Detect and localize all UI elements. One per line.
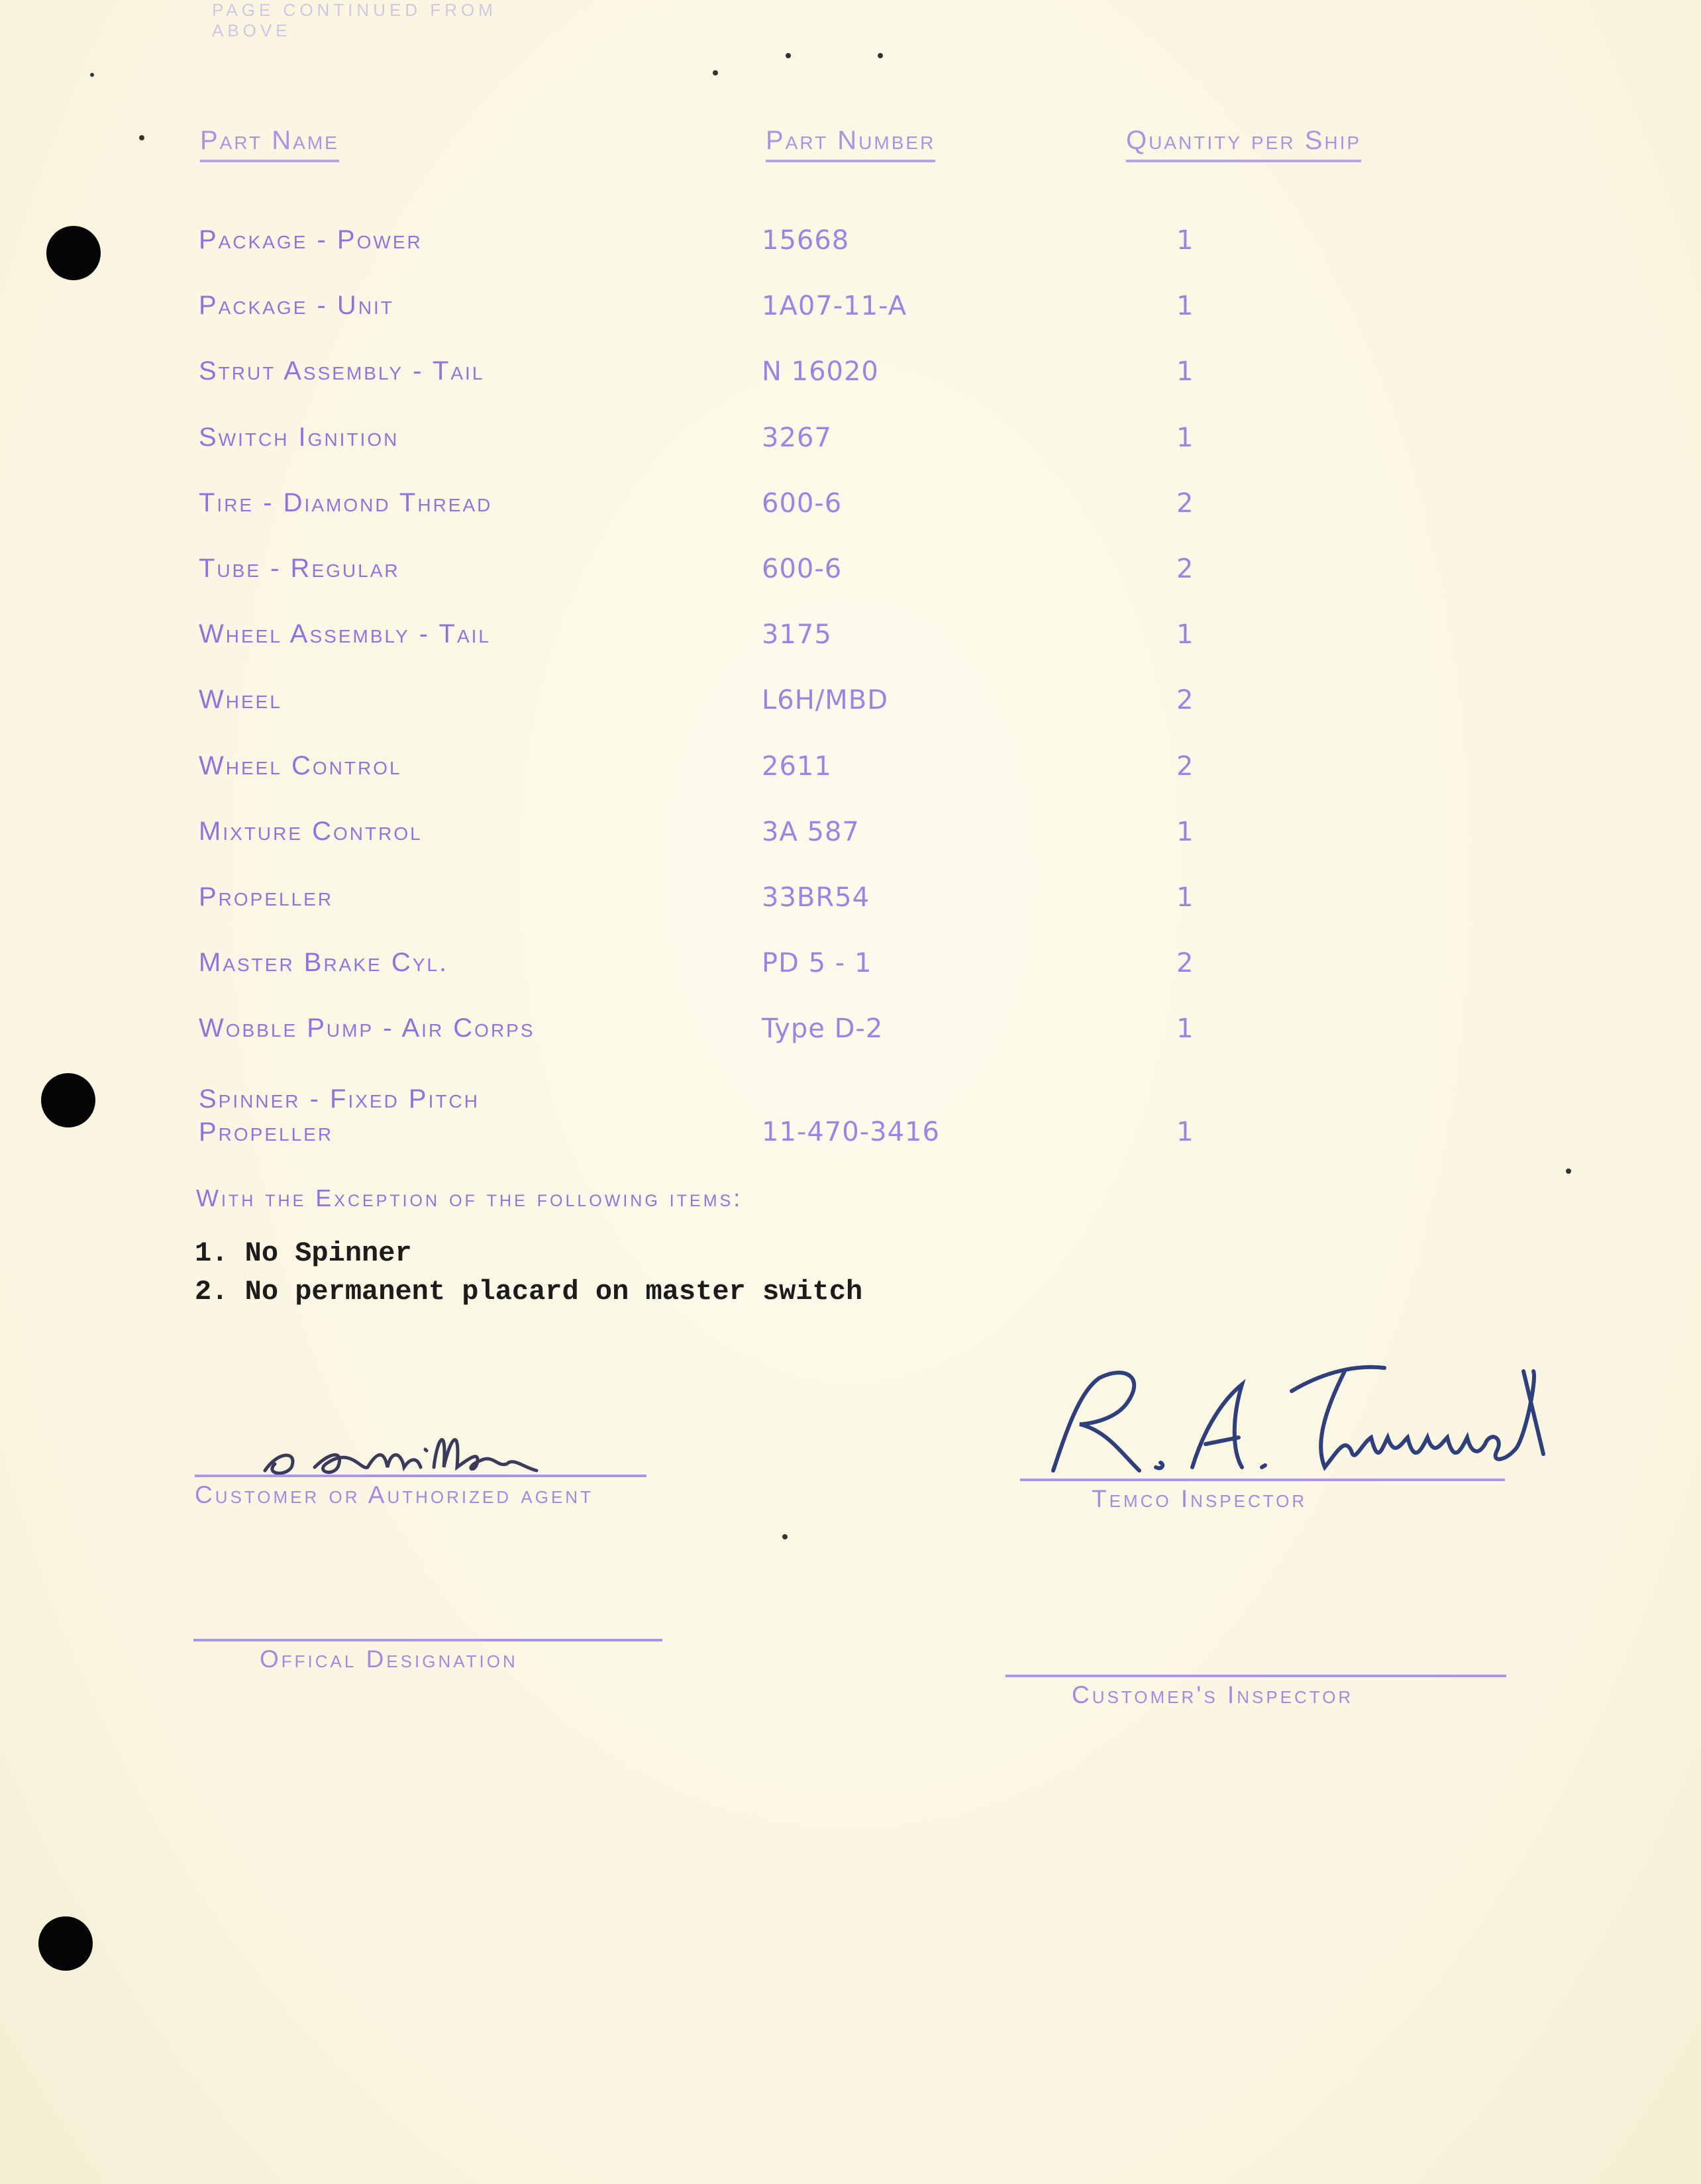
parts-row-spinner bbox=[0, 1082, 1701, 1155]
customer-signature-line bbox=[195, 1475, 646, 1477]
parts-row bbox=[0, 948, 1701, 988]
parts-row bbox=[0, 1014, 1701, 1053]
part-number: 3175 bbox=[762, 619, 832, 650]
customer-inspector-label: Customer's Inspector bbox=[1072, 1681, 1354, 1708]
part-name bbox=[199, 1082, 480, 1149]
part-number: L6H/MBD bbox=[762, 685, 889, 715]
speck bbox=[782, 1534, 788, 1539]
part-name: Wheel Assembly - Tail bbox=[199, 619, 491, 649]
part-quantity: 1 bbox=[1176, 1117, 1196, 1147]
part-number: 2611 bbox=[762, 751, 832, 782]
speck bbox=[786, 53, 791, 58]
part-name: Package - Power bbox=[199, 225, 423, 254]
part-quantity: 2 bbox=[1176, 488, 1196, 519]
part-quantity: 1 bbox=[1176, 291, 1196, 321]
part-number: N 16020 bbox=[762, 356, 879, 387]
parts-row bbox=[0, 423, 1701, 462]
part-name: Wobble Pump - Air Corps bbox=[199, 1014, 535, 1043]
parts-row bbox=[0, 817, 1701, 857]
part-number: PD 5 - 1 bbox=[762, 948, 872, 978]
part-quantity: 1 bbox=[1176, 882, 1196, 913]
designation-label: Offical Designation bbox=[260, 1645, 518, 1673]
parts-row bbox=[0, 619, 1701, 659]
exceptions-heading: With the Exception of the following items: bbox=[196, 1184, 743, 1212]
speck bbox=[713, 70, 718, 76]
part-name-line2: Propeller bbox=[199, 1118, 334, 1147]
parts-row bbox=[0, 685, 1701, 725]
speck bbox=[878, 53, 883, 58]
part-quantity: 1 bbox=[1176, 619, 1196, 650]
customer-label: Customer or Authorized agent bbox=[195, 1481, 593, 1508]
column-header-quantity: Quantity per Ship bbox=[1126, 126, 1361, 162]
part-name: Tube - Regular bbox=[199, 554, 400, 583]
part-quantity: 1 bbox=[1176, 423, 1196, 453]
part-name: Tire - Diamond Thread bbox=[199, 488, 493, 517]
part-name: Propeller bbox=[199, 882, 334, 911]
part-name: Switch Ignition bbox=[199, 423, 399, 452]
part-quantity: 2 bbox=[1176, 751, 1196, 782]
part-quantity: 2 bbox=[1176, 685, 1196, 715]
punch-hole-bottom bbox=[38, 1916, 93, 1971]
customer-inspector-line bbox=[1005, 1675, 1506, 1677]
faint-top-text: PAGE CONTINUED FROM ABOVE bbox=[212, 0, 497, 40]
part-number: 33BR54 bbox=[762, 882, 870, 913]
speck bbox=[1566, 1169, 1571, 1174]
inspector-label: Temco Inspector bbox=[1092, 1485, 1308, 1512]
part-name: Strut Assembly - Tail bbox=[199, 356, 485, 386]
exception-item-1: 1. No Spinner bbox=[195, 1237, 412, 1269]
inspector-signature-line bbox=[1020, 1479, 1505, 1481]
part-number: 3A 587 bbox=[762, 817, 860, 847]
part-quantity: 1 bbox=[1176, 356, 1196, 387]
parts-row bbox=[0, 356, 1701, 396]
part-quantity: 2 bbox=[1176, 554, 1196, 584]
part-number: 600-6 bbox=[762, 554, 843, 584]
part-quantity: 1 bbox=[1176, 1014, 1196, 1044]
part-number: 15668 bbox=[762, 225, 850, 256]
parts-row bbox=[0, 882, 1701, 922]
speck bbox=[139, 135, 144, 140]
part-number: 600-6 bbox=[762, 488, 843, 519]
column-header-part-name: Part Name bbox=[200, 126, 339, 162]
speck bbox=[90, 73, 94, 77]
designation-line bbox=[193, 1639, 662, 1641]
part-name: Master Brake Cyl. bbox=[199, 948, 449, 977]
part-number: 1A07-11-A bbox=[762, 291, 907, 321]
inspector-signature bbox=[1013, 1351, 1557, 1484]
parts-row bbox=[0, 554, 1701, 594]
parts-row bbox=[0, 751, 1701, 791]
part-number: Type D-2 bbox=[762, 1014, 884, 1044]
part-name: Mixture Control bbox=[199, 817, 423, 846]
part-number: 3267 bbox=[762, 423, 832, 453]
part-name: Package - Unit bbox=[199, 291, 394, 320]
exception-item-2: 2. No permanent placard on master switch bbox=[195, 1276, 863, 1308]
part-quantity: 2 bbox=[1176, 948, 1196, 978]
parts-row bbox=[0, 291, 1701, 331]
customer-signature bbox=[252, 1411, 596, 1484]
part-name: Wheel bbox=[199, 685, 282, 714]
parts-row bbox=[0, 225, 1701, 265]
part-name-line1: Spinner - Fixed Pitch bbox=[199, 1084, 480, 1114]
part-number: 11-470-3416 bbox=[762, 1117, 940, 1147]
parts-row bbox=[0, 488, 1701, 528]
column-header-part-number: Part Number bbox=[766, 126, 935, 162]
part-name: Wheel Control bbox=[199, 751, 402, 780]
part-quantity: 1 bbox=[1176, 225, 1196, 256]
part-quantity: 1 bbox=[1176, 817, 1196, 847]
